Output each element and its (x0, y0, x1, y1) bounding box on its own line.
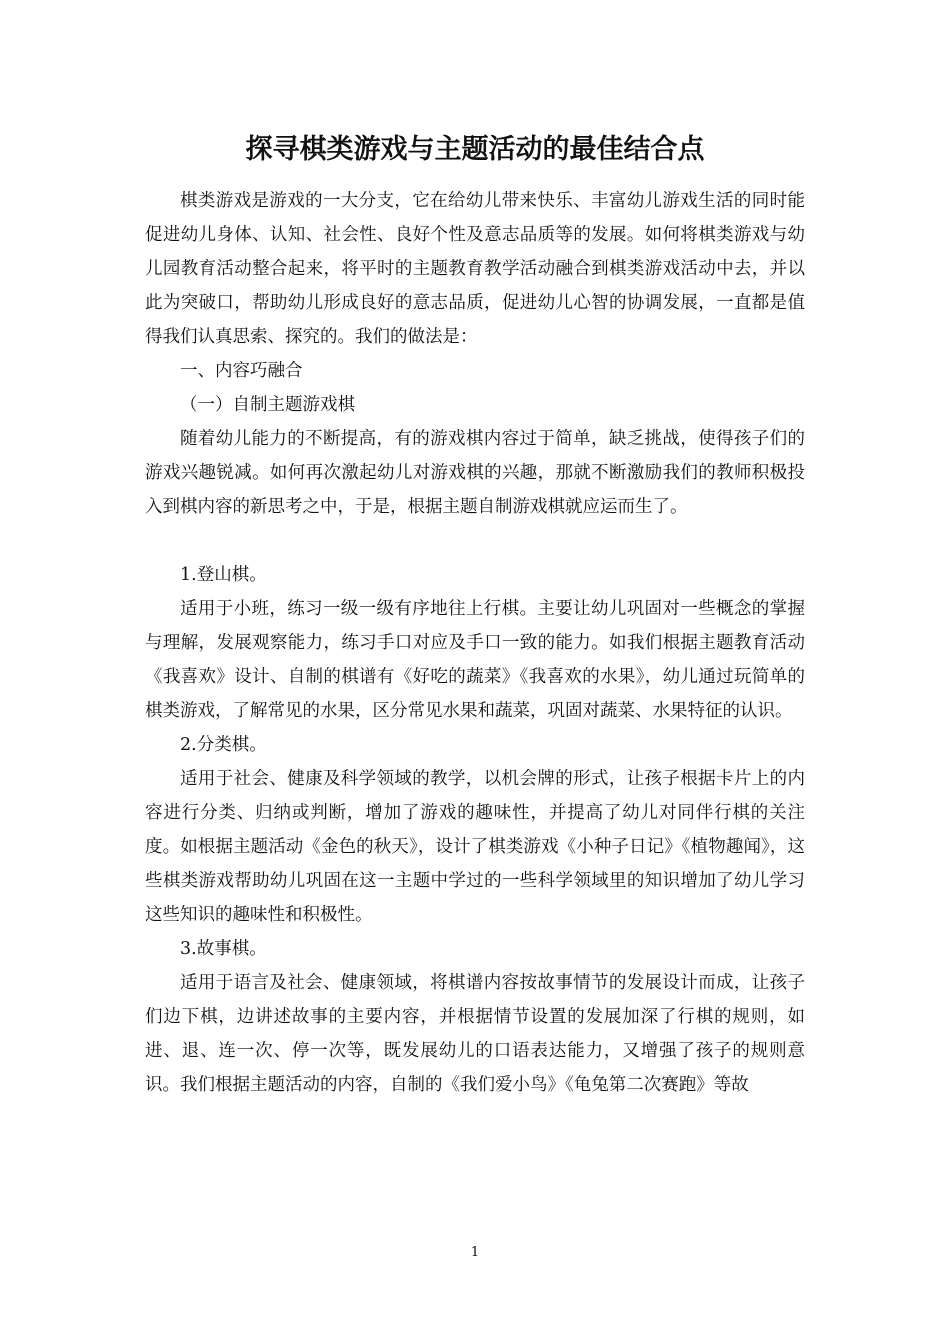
page-number: 1 (470, 1245, 480, 1260)
subsection-paragraph: 随着幼儿能力的不断提高，有的游戏棋内容过于简单，缺乏挑战，使得孩子们的游戏兴趣锐减。如何再次激起幼儿对游戏棋的兴趣，那就不断激励我们的教师积极投入到棋内容的新思考之中，于是，根据主题自制游戏棋就应运而生了。 (145, 429, 805, 517)
item-paragraph-1: 适用于小班，练习一级一级有序地往上行棋。主要让幼儿巩固对一些概念的掌握与理解，发展观察能力，练习手口对应及手口一致的能力。如我们根据主题教育活动《我喜欢》设计、自制的棋谱有《好吃的蔬菜》《我喜欢的水果》，幼儿通过玩简单的棋类游戏，了解常见的水果，区分常见水果和蔬菜，巩固对蔬菜、水果特征的认识。 (145, 599, 805, 721)
item-heading-2: 2.分类棋。 (180, 735, 267, 755)
subsection-heading: （一）自制主题游戏棋 (180, 395, 355, 415)
intro-paragraph: 棋类游戏是游戏的一大分支，它在给幼儿带来快乐、丰富幼儿游戏生活的同时能促进幼儿身体、认知、社会性、良好个性及意志品质等的发展。如何将棋类游戏与幼儿园教育活动整合起来，将平时的主题教育教学活动融合到棋类游戏活动中去，并以此为突破口，帮助幼儿形成良好的意志品质，促进幼儿心智的协调发展，一直都是值得我们认真思索、探究的。我们的做法是： (145, 191, 805, 347)
section-heading: 一、内容巧融合 (180, 361, 303, 381)
item-heading-1: 1.登山棋。 (180, 565, 267, 585)
item-paragraph-3: 适用于语言及社会、健康领域，将棋谱内容按故事情节的发展设计而成，让孩子们边下棋，边讲述故事的主要内容，并根据情节设置的发展加深了行棋的规则，如进、退、连一次、停一次等，既发展幼儿的口语表达能力，又增强了孩子的规则意识。我们根据主题活动的内容，自制的《我们爱小鸟》《龟兔第二次赛跑》等故 (145, 973, 805, 1095)
item-paragraph-2: 适用于社会、健康及科学领域的教学，以机会牌的形式，让孩子根据卡片上的内容进行分类、归纳或判断，增加了游戏的趣味性，并提高了幼儿对同伴行棋的关注度。如根据主题活动《金色的秋天》，设计了棋类游戏《小种子日记》《植物趣闻》，这些棋类游戏帮助幼儿巩固在这一主题中学过的一些科学领域里的知识增加了幼儿学习这些知识的趣味性和积极性。 (145, 769, 805, 925)
document-body (145, 184, 805, 1102)
item-heading-3: 3.故事棋。 (180, 939, 267, 959)
blank-line (145, 524, 805, 558)
document-title: 探寻棋类游戏与主题活动的最佳结合点 (245, 134, 705, 165)
